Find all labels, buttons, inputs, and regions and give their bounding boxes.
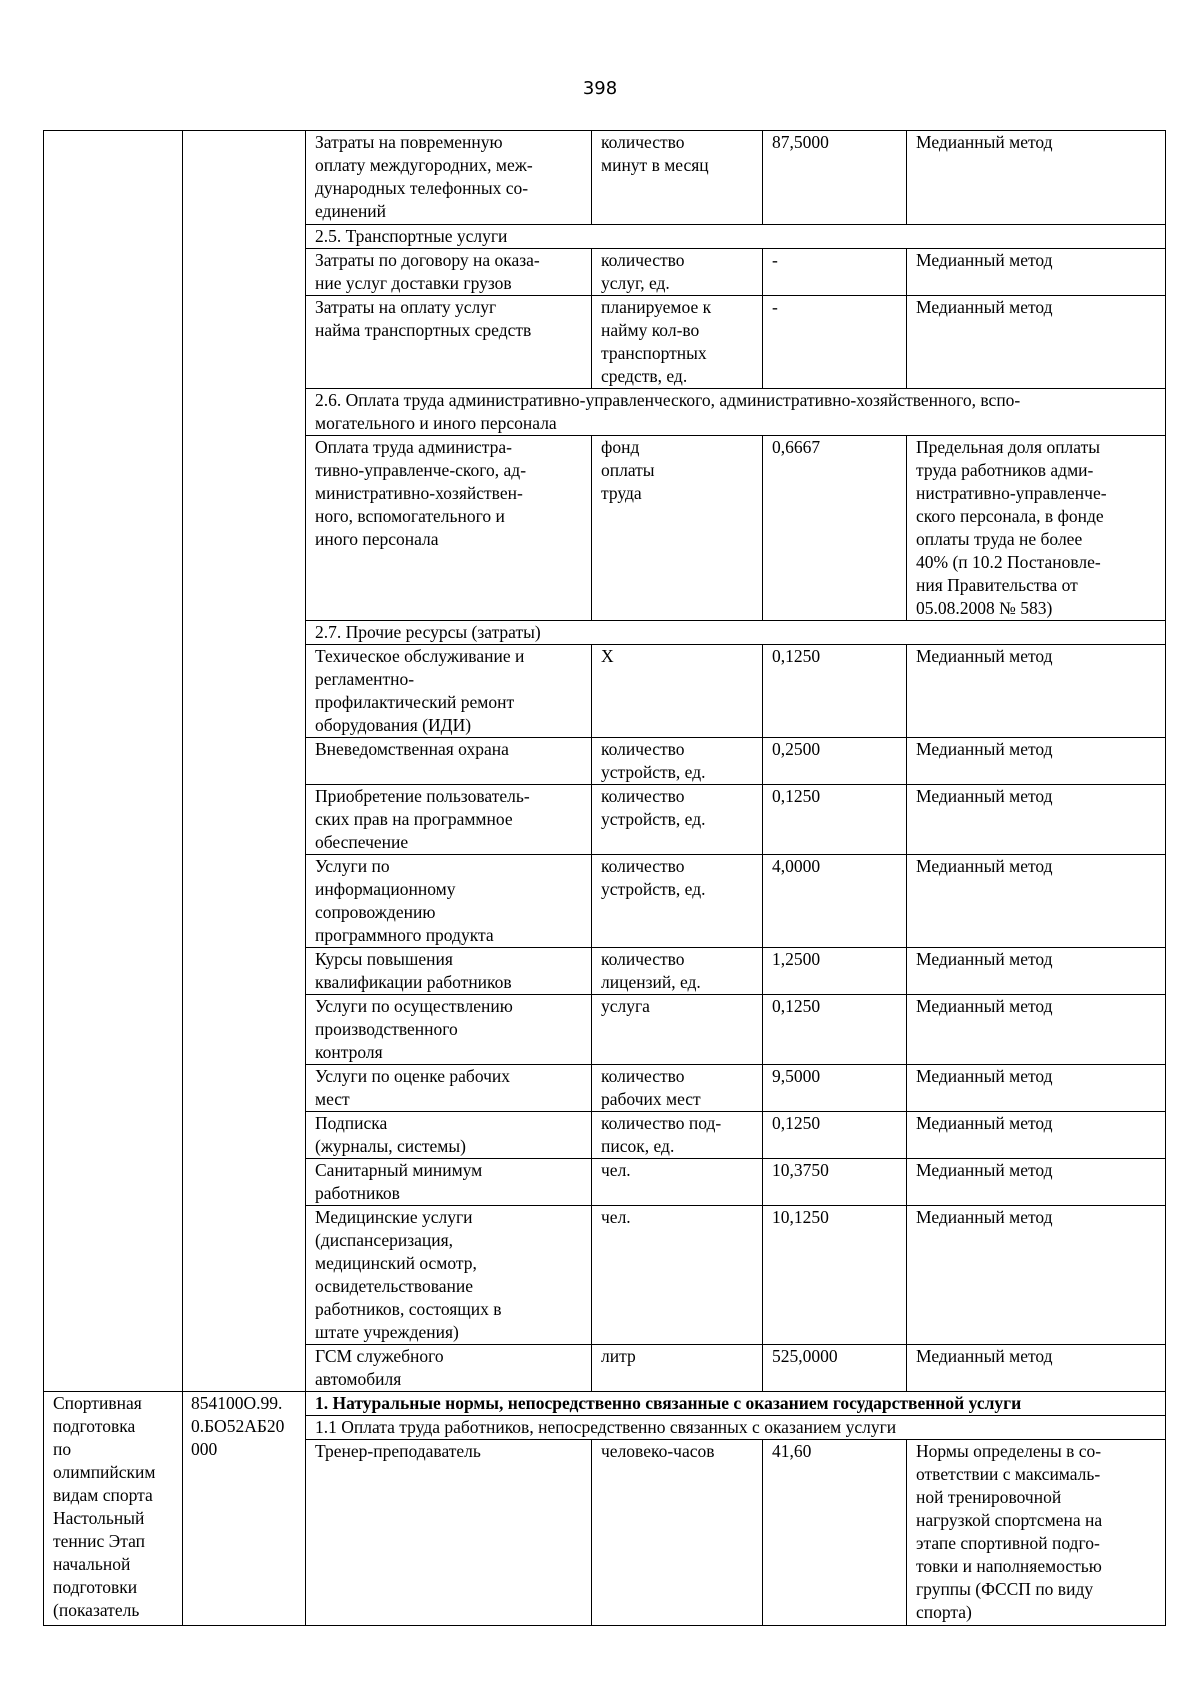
method: Медианный метод (907, 855, 1166, 948)
norms-table (43, 130, 1166, 1626)
cost-name: Тренер-преподаватель (306, 1440, 592, 1626)
cost-name: Техическое обслуживание и регламентно- профилактический ремонт оборудования (ИДИ) (306, 645, 592, 738)
method: Медианный метод (907, 738, 1166, 785)
norm-value: 9,5000 (763, 1065, 907, 1112)
cost-name: Приобретение пользователь- ских прав на программное обеспечение (306, 785, 592, 855)
method: Медианный метод (907, 995, 1166, 1065)
cost-name: Затраты по договору на оказа- ние услуг доставки грузов (306, 249, 592, 296)
unit: количество устройств, ед. (592, 855, 763, 948)
norm-value: - (763, 249, 907, 296)
method: Медианный метод (907, 1159, 1166, 1206)
empty-service-cell (44, 131, 183, 1392)
unit: чел. (592, 1206, 763, 1345)
method: Медианный метод (907, 131, 1166, 225)
method: Предельная доля оплаты труда работников адми- нистративно-управленче- ского персонала, в фонде оплаты труда не более 40% (п 10.2 Постановле- ния Правительства от 05.08.2008 № 583) (907, 436, 1166, 621)
norm-value: 0,1250 (763, 995, 907, 1065)
norm-value: 4,0000 (763, 855, 907, 948)
section-title: 2.6. Оплата труда административно-управленческого, административно-хозяйственного, вспо- могательного и иного персонала (306, 389, 1166, 436)
method: Медианный метод (907, 249, 1166, 296)
cost-name: Затраты на оплату услуг найма транспортных средств (306, 296, 592, 389)
section-heading: 1. Натуральные нормы, непосредственно связанные с оказанием государственной услуги (306, 1392, 1166, 1416)
cost-name: Вневедомственная охрана (306, 738, 592, 785)
cost-name: Санитарный минимум работников (306, 1159, 592, 1206)
norm-value: 0,6667 (763, 436, 907, 621)
norm-value: - (763, 296, 907, 389)
unit: количество минут в месяц (592, 131, 763, 225)
cost-name: Медицинские услуги (диспансеризация, медицинский осмотр, освидетельствование работников, состоящих в штате учреждения) (306, 1206, 592, 1345)
unit: количество услуг, ед. (592, 249, 763, 296)
method: Медианный метод (907, 1206, 1166, 1345)
norm-value: 87,5000 (763, 131, 907, 225)
norm-value: 41,60 (763, 1440, 907, 1626)
cost-name: ГСМ служебного автомобиля (306, 1345, 592, 1392)
cost-name: Услуги по информационному сопровождению программного продукта (306, 855, 592, 948)
unit: фонд оплаты труда (592, 436, 763, 621)
norm-value: 0,1250 (763, 1112, 907, 1159)
cost-name: Услуги по осуществлению производственного контроля (306, 995, 592, 1065)
unit: Х (592, 645, 763, 738)
norm-value: 0,2500 (763, 738, 907, 785)
unit: количество лицензий, ед. (592, 948, 763, 995)
unit: человеко-часов (592, 1440, 763, 1626)
method: Медианный метод (907, 1065, 1166, 1112)
norm-value: 10,3750 (763, 1159, 907, 1206)
section-title: 1.1 Оплата труда работников, непосредственно связанных с оказанием услуги (306, 1416, 1166, 1440)
unit: количество рабочих мест (592, 1065, 763, 1112)
norm-value: 1,2500 (763, 948, 907, 995)
unit: планируемое к найму кол-во транспортных средств, ед. (592, 296, 763, 389)
method: Нормы определены в со- ответствии с максималь- ной тренировочной нагрузкой спортсмена на этапе спортивной подго- товки и наполняемостью группы (ФССП по виду спорта) (907, 1440, 1166, 1626)
service-code: 854100О.99. 0.БО52АБ20 000 (183, 1392, 306, 1626)
page-number: 398 (582, 78, 618, 99)
norm-value: 0,1250 (763, 645, 907, 738)
section-title: 2.5. Транспортные услуги (306, 225, 1166, 249)
method: Медианный метод (907, 1112, 1166, 1159)
service-heading-row (44, 1392, 1166, 1416)
table-row (44, 131, 1166, 225)
unit: количество под- писок, ед. (592, 1112, 763, 1159)
method: Медианный метод (907, 948, 1166, 995)
cost-name: Курсы повышения квалификации работников (306, 948, 592, 995)
unit: количество устройств, ед. (592, 738, 763, 785)
unit: количество устройств, ед. (592, 785, 763, 855)
method: Медианный метод (907, 1345, 1166, 1392)
section-title: 2.7. Прочие ресурсы (затраты) (306, 621, 1166, 645)
unit: чел. (592, 1159, 763, 1206)
method: Медианный метод (907, 645, 1166, 738)
method: Медианный метод (907, 785, 1166, 855)
cost-name: Оплата труда администра- тивно-управленче-ского, ад- министративно-хозяйствен- ного, вспомогательного и иного персонала (306, 436, 592, 621)
method: Медианный метод (907, 296, 1166, 389)
norm-value: 525,0000 (763, 1345, 907, 1392)
unit: литр (592, 1345, 763, 1392)
norm-value: 10,1250 (763, 1206, 907, 1345)
cost-name: Затраты на повременную оплату междугородних, меж- дународных телефонных со- единений (306, 131, 592, 225)
service-name: Спортивная подготовка по олимпийским видам спорта Настольный теннис Этап начальной подготовки (показатель (44, 1392, 183, 1626)
unit: услуга (592, 995, 763, 1065)
cost-name: Подписка (журналы, системы) (306, 1112, 592, 1159)
norm-value: 0,1250 (763, 785, 907, 855)
cost-name: Услуги по оценке рабочих мест (306, 1065, 592, 1112)
empty-code-cell (183, 131, 306, 1392)
